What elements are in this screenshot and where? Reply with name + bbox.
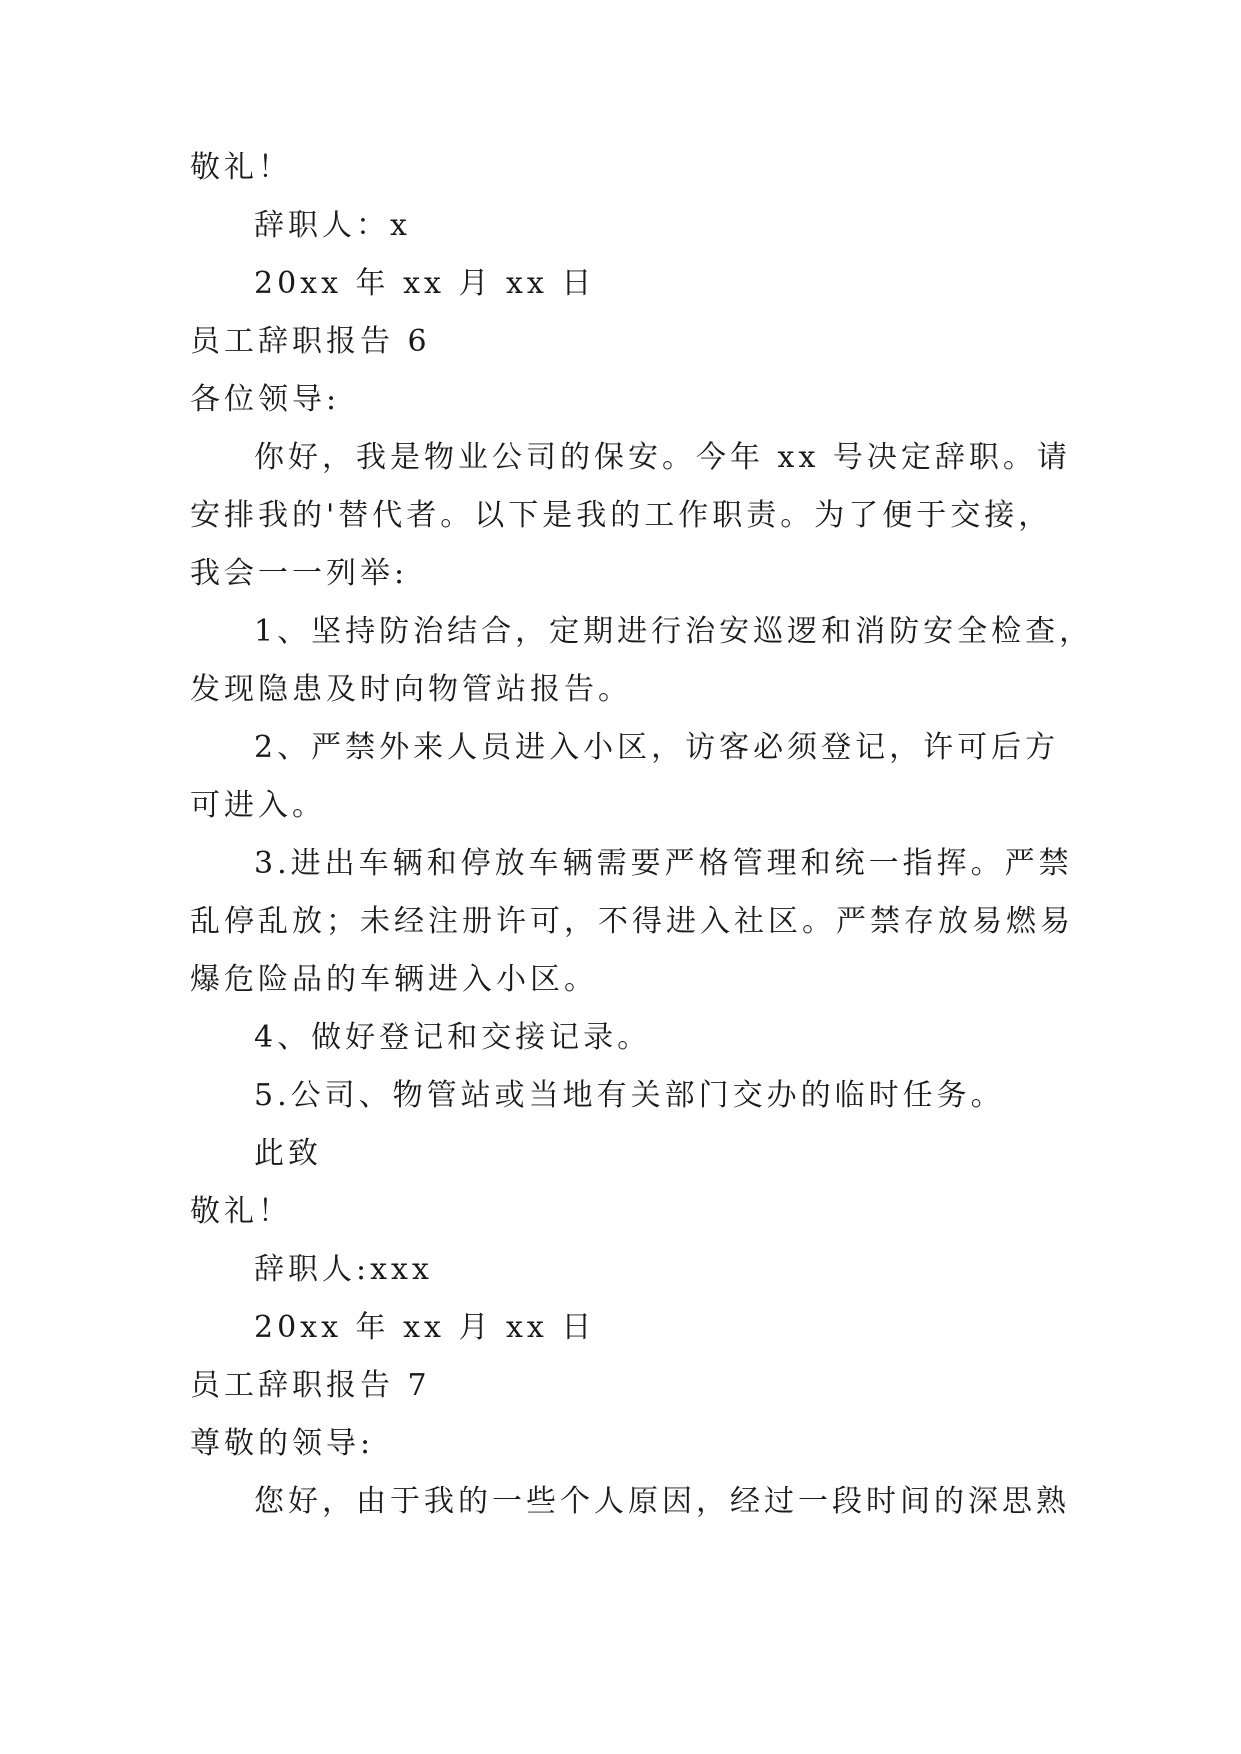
- body-text: 安排我的'替代者。以下是我的工作职责。为了便于交接，: [190, 498, 1053, 533]
- date-line: 20xx 年 xx 月 xx 日: [254, 1310, 596, 1345]
- closing-salute: 敬礼！: [190, 1194, 292, 1229]
- salutation: 各位领导:: [190, 382, 341, 417]
- closing-salute: 敬礼！: [190, 150, 292, 185]
- list-item: 3.进出车辆和停放车辆需要严格管理和统一指挥。严禁: [254, 846, 1073, 881]
- closing-phrase: 此致: [254, 1136, 322, 1171]
- list-item: 发现隐患及时向物管站报告。: [190, 672, 632, 707]
- body-text: 您好，由于我的一些个人原因，经过一段时间的深思熟: [254, 1484, 1070, 1519]
- list-item: 2、严禁外来人员进入小区，访客必须登记，许可后方: [254, 730, 1060, 765]
- section-title: 员工辞职报告 6: [190, 324, 431, 359]
- list-item: 爆危险品的车辆进入小区。: [190, 962, 598, 997]
- list-item: 5.公司、物管站或当地有关部门交办的临时任务。: [254, 1078, 1005, 1113]
- body-text: 我会一一列举:: [190, 556, 409, 591]
- section-title: 员工辞职报告 7: [190, 1368, 431, 1403]
- list-item: 乱停乱放；未经注册许可，不得进入社区。严禁存放易燃易: [190, 904, 1074, 939]
- salutation: 尊敬的领导:: [190, 1426, 375, 1461]
- body-text: 你好，我是物业公司的保安。今年 xx 号决定辞职。请: [254, 440, 1071, 475]
- date-line: 20xx 年 xx 月 xx 日: [254, 266, 596, 301]
- list-item: 4、做好登记和交接记录。: [254, 1020, 652, 1055]
- signature-line: 辞职人:xxx: [254, 1252, 433, 1287]
- list-item: 1、坚持防治结合，定期进行治安巡逻和消防安全检查，: [254, 614, 1094, 649]
- signature-line: 辞职人：x: [254, 208, 411, 243]
- list-item: 可进入。: [190, 788, 326, 823]
